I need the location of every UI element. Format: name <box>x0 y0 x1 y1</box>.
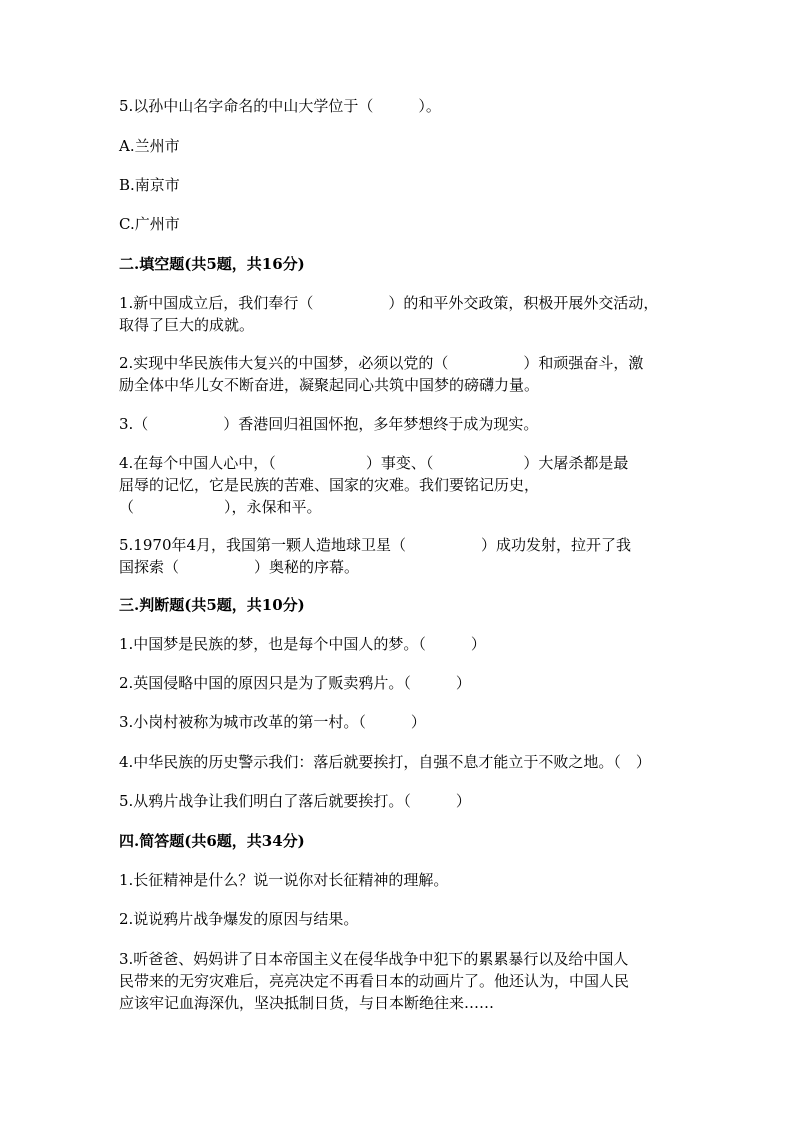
section-3-heading: 三.判断题(共5题，共10分) <box>119 596 305 614</box>
section-4-heading: 四.简答题(共6题，共34分) <box>119 832 305 850</box>
question-4-1: 1.长征精神是什么？说一说你对长征精神的理解。 <box>119 871 449 889</box>
question-3-5: 5.从鸦片战争让我们明白了落后就要挨打。（ ） <box>119 792 471 810</box>
question-2-1-line2: 取得了巨大的成就。 <box>119 316 255 334</box>
question-2-5-line1: 5.1970年4月，我国第一颗人造地球卫星（ ）成功发射，拉开了我 <box>119 536 632 554</box>
option-a: A.兰州市 <box>119 137 180 155</box>
option-b: B.南京市 <box>119 176 180 194</box>
question-3-4: 4.中华民族的历史警示我们：落后就要挨打，自强不息才能立于不败之地。（ ） <box>119 753 651 771</box>
question-3-3: 3.小岗村被称为城市改革的第一村。（ ） <box>119 713 426 731</box>
question-3-1: 1.中国梦是民族的梦，也是每个中国人的梦。（ ） <box>119 635 486 653</box>
section-2-heading: 二.填空题(共5题，共16分) <box>119 255 305 273</box>
question-3-2: 2.英国侵略中国的原因只是为了贩卖鸦片。（ ） <box>119 674 471 692</box>
question-4-3-line1: 3.听爸爸、妈妈讲了日本帝国主义在侵华战争中犯下的累累暴行以及给中国人 <box>119 950 629 968</box>
question-4-2: 2.说说鸦片战争爆发的原因与结果。 <box>119 910 359 928</box>
question-4-3-line2: 民带来的无穷灾难后，亮亮决定不再看日本的动画片了。他还认为，中国人民 <box>119 972 630 990</box>
question-2-2-line1: 2.实现中华民族伟大复兴的中国梦，必须以党的（ ）和顽强奋斗，激 <box>119 354 644 372</box>
question-2-2-line2: 励全体中华儿女不断奋进，凝聚起同心共筑中国梦的磅礴力量。 <box>119 376 540 394</box>
option-c: C.广州市 <box>119 215 180 233</box>
question-1-5: 5.以孙中山名字命名的中山大学位于（ ）。 <box>119 97 441 115</box>
question-4-3-line3: 应该牢记血海深仇，坚决抵制日货，与日本断绝往来…… <box>119 994 495 1012</box>
question-2-5-line2: 国探索（ ）奥秘的序幕。 <box>119 558 360 576</box>
question-2-4-line3: （ ），永保和平。 <box>119 498 322 516</box>
question-2-4-line1: 4.在每个中国人心中，（ ）事变、（ ）大屠杀都是最 <box>119 454 629 472</box>
question-2-1-line1: 1.新中国成立后，我们奉行（ ）的和平外交政策，积极开展外交活动， <box>119 294 659 312</box>
question-2-4-line2: 屈辱的记忆，它是民族的苦难、国家的灾难。我们要铭记历史， <box>119 476 540 494</box>
question-2-3: 3.（ ）香港回归祖国怀抱，多年梦想终于成为现实。 <box>119 415 539 433</box>
